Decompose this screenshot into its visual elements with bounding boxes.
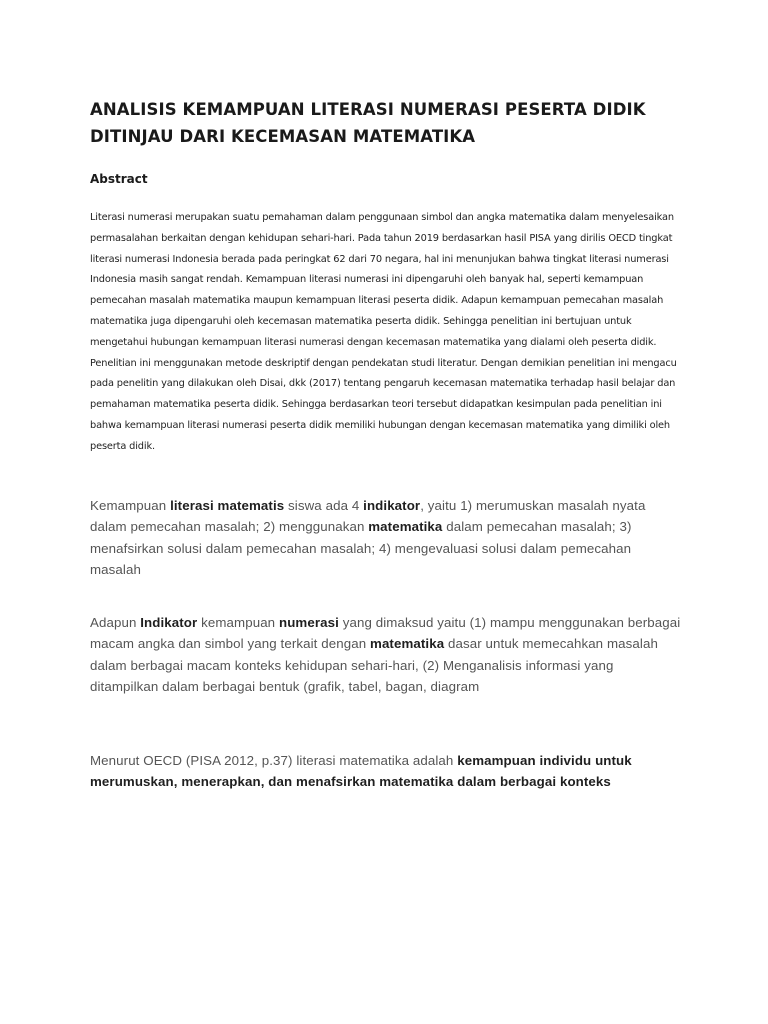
abstract-text: Literasi numerasi merupakan suatu pemahaman dalam penggunaan simbol dan angka matematika dalam menyelesaikan permasalahan berkaitan dengan kehidupan sehari-hari. Pada tahun 2019 berdasarkan hasil PISA yang dirilis OECD tingkat literasi numerasi Indonesia berada pada peringkat 62 dari 70 negara, hal ini menunjukan bahwa tingkat literasi numerasi Indonesia masih sangat rendah. Kemampuan literasi numerasi ini dipengaruhi oleh banyak hal, seperti kemampuan pemecahan masalah matematika maupun kemampuan literasi peserta didik. Adapun kemampuan pemecahan masalah matematika juga dipengaruhi oleh kecemasan matematika peserta didik. Sehingga penelitian ini bertujuan untuk mengetahui hubungan kemampuan literasi numerasi dengan kecemasan matematika yang dialami oleh peserta didik. Penelitian ini menggunakan metode deskriptif dengan pendekatan studi literatur. Dengan demikian penelitian ini mengacu pada penelitin yang dilakukan oleh Disai, dkk (2017) tentang pengaruh kecemasan matematika terhadap hasil belajar dan pemahaman matematika peserta didik. Sehingga berdasarkan teori tersebut didapatkan kesimpulan pada penelitian ini bahwa kemampuan literasi numerasi peserta didik memiliki hubungan dengan kecemasan matematika yang dimiliki oleh peserta didik.	[90, 212, 677, 452]
text-segment: Menurut OECD (PISA 2012, p.37) literasi matematika adalah	[90, 753, 458, 768]
bold-text-segment: literasi matematis	[170, 498, 285, 513]
abstract-heading: Abstract	[90, 172, 148, 186]
bold-text-segment: matematika	[370, 636, 445, 652]
text-segment: siswa ada 4	[284, 498, 364, 513]
text-segment: Kemampuan	[90, 498, 171, 513]
paragraph-literasi-matematis	[90, 495, 685, 581]
paragraph-oecd-definition	[90, 750, 685, 793]
document-title: ANALISIS KEMAMPUAN LITERASI NUMERASI PESERTA DIDIK DITINJAU DARI KECEMASAN MATEMATIKA	[90, 100, 646, 146]
text-segment: dasar untuk memecahkan masalah dalam berbagai macam konteks kehidupan sehari-hari, (2) Menganalisis informasi yang ditampilkan dalam berbagai bentuk (grafik, tabel, bagan, diagram	[90, 636, 658, 695]
text-segment: , yaitu 1) merumuskan masalah nyata dalam pemecahan masalah; 2) menggunakan	[90, 498, 646, 535]
bold-text-segment: kemampuan individu untuk merumuskan, menerapkan, dan menafsirkan matematika dalam berbagai konteks	[90, 753, 632, 790]
bold-text-segment: indikator	[363, 498, 421, 513]
text-segment: kemampuan	[197, 615, 279, 630]
bold-text-segment: matematika	[368, 519, 443, 535]
text-segment: yang dimaksud yaitu (1) mampu menggunakan berbagai macam angka dan simbol yang terkait dengan	[90, 615, 681, 652]
bold-text-segment: Indikator	[140, 615, 198, 630]
text-segment: dalam pemecahan masalah; 3) menafsirkan solusi dalam pemecahan masalah; 4) mengevaluasi solusi dalam pemecahan masalah	[90, 519, 632, 578]
bold-text-segment: numerasi	[278, 615, 339, 630]
paragraph-indikator-numerasi	[90, 612, 685, 698]
text-segment: Adapun	[90, 615, 141, 630]
